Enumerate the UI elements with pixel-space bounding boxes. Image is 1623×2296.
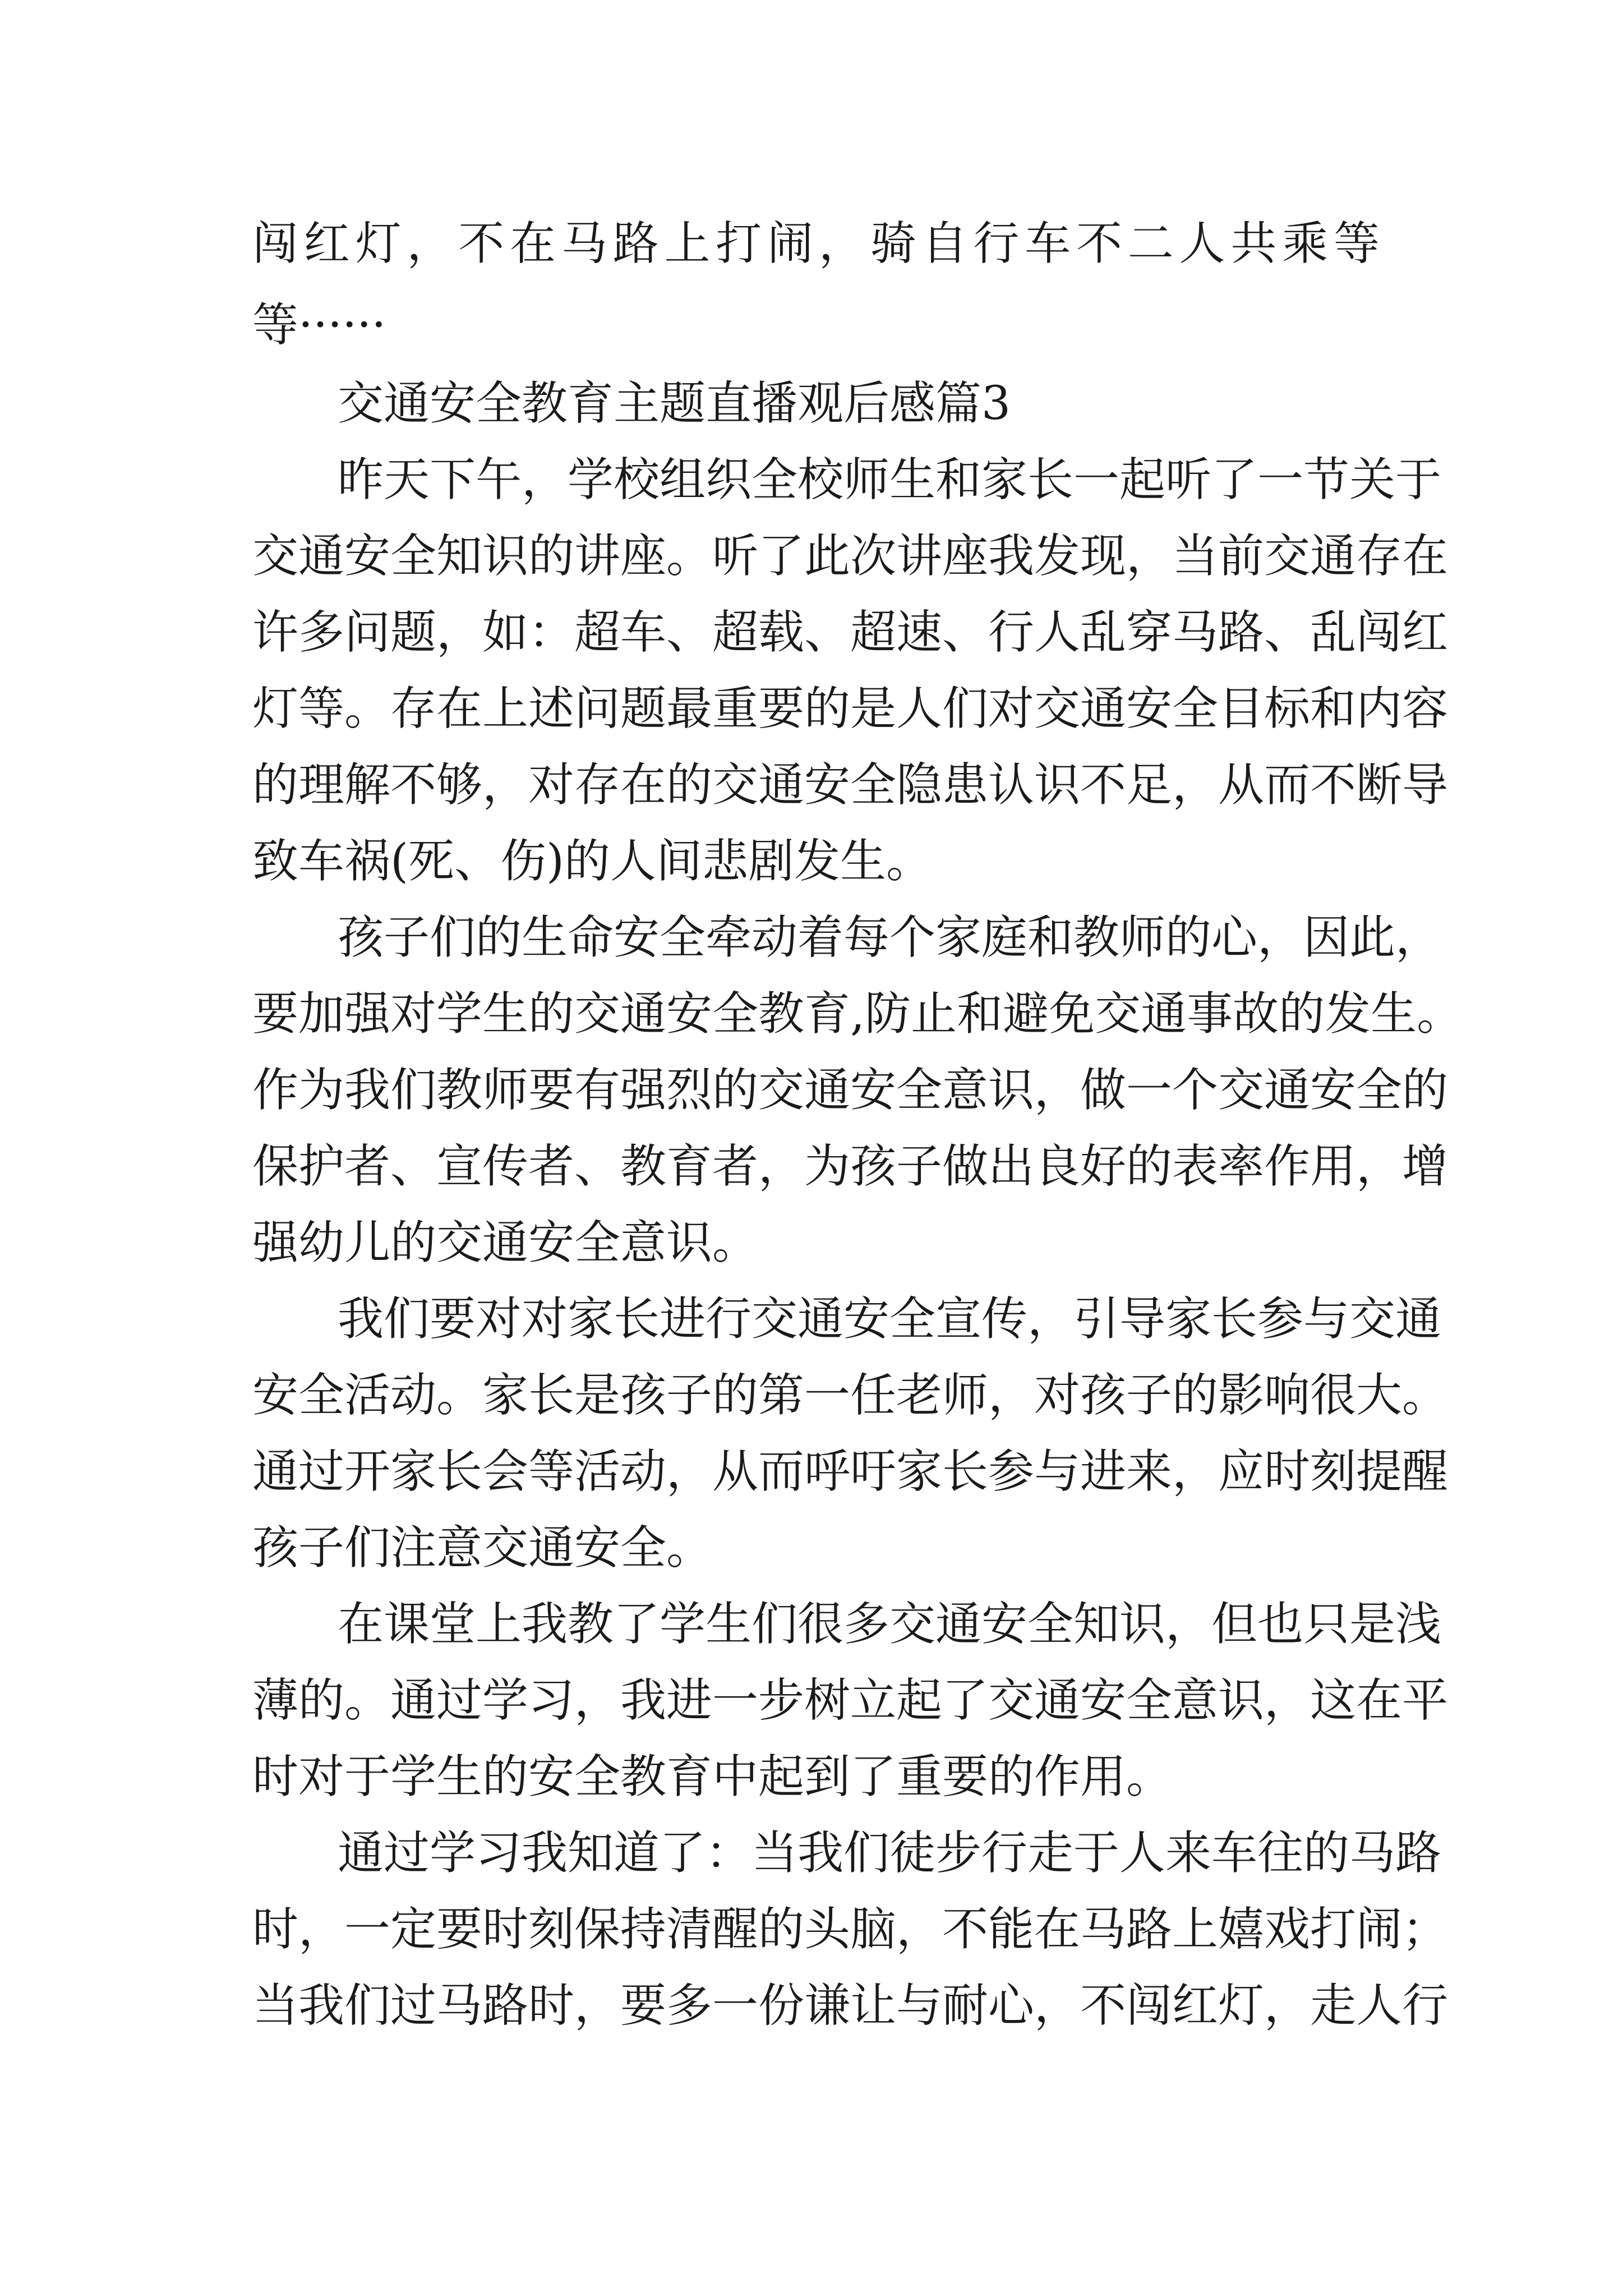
text-line: 通过学习我知道了：当我们徒步行走于人来车往的马路 xyxy=(338,1826,1442,1880)
text-line: 当我们过马路时，要多一份谦让与耐心，不闯红灯，走人行 xyxy=(252,1979,1449,2032)
text-line: 孩子们注意交通安全。 xyxy=(252,1521,713,1575)
text-line: 等······ xyxy=(252,298,386,352)
section-heading: 交通安全教育主题直播观后感篇3 xyxy=(338,377,1011,430)
text-line: 保护者、宣传者、教育者，为孩子做出良好的表率作用，增 xyxy=(252,1140,1449,1193)
text-line: 致车祸(死、伤)的人间悲剧发生。 xyxy=(252,835,932,888)
text-line: 通过开家长会等活动，从而呼吁家长参与进来，应时刻提醒 xyxy=(252,1445,1449,1498)
text-line: 交通安全知识的讲座。听了此次讲座我发现，当前交通存在 xyxy=(252,530,1449,583)
text-line: 孩子们的生命安全牵动着每个家庭和教师的心，因此， xyxy=(338,911,1442,964)
text-line: 作为我们教师要有强烈的交通安全意识，做一个交通安全的 xyxy=(252,1064,1449,1117)
text-line: 时对于学生的安全教育中起到了重要的作用。 xyxy=(252,1750,1173,1803)
text-line: 在课堂上我教了学生们很多交通安全知识，但也只是浅 xyxy=(338,1598,1442,1651)
text-line: 灯等。存在上述问题最重要的是人们对交通安全目标和内容 xyxy=(252,682,1449,735)
text-line: 许多问题，如：超车、超载、超速、行人乱穿马路、乱闯红 xyxy=(252,606,1449,659)
text-line: 昨天下午，学校组织全校师生和家长一起听了一节关于 xyxy=(338,453,1442,507)
text-line: 的理解不够，对存在的交通安全隐患认识不足，从而不断导 xyxy=(252,758,1449,812)
text-line: 时，一定要时刻保持清醒的头脑，不能在马路上嬉戏打闹； xyxy=(252,1903,1449,1956)
text-line: 安全活动。家长是孩子的第一任老师，对孩子的影响很大。 xyxy=(252,1369,1449,1422)
text-line: 要加强对学生的交通安全教育,防止和避免交通事故的发生。 xyxy=(252,987,1463,1041)
text-line: 薄的。通过学习，我进一步树立起了交通安全意识，这在平 xyxy=(252,1674,1449,1727)
text-line: 闯红灯，不在马路上打闹，骑自行车不二人共乘等 xyxy=(252,217,1380,270)
text-line: 强幼儿的交通安全意识。 xyxy=(252,1216,759,1269)
text-line: 我们要对对家长进行交通安全宣传，引导家长参与交通 xyxy=(338,1292,1442,1346)
